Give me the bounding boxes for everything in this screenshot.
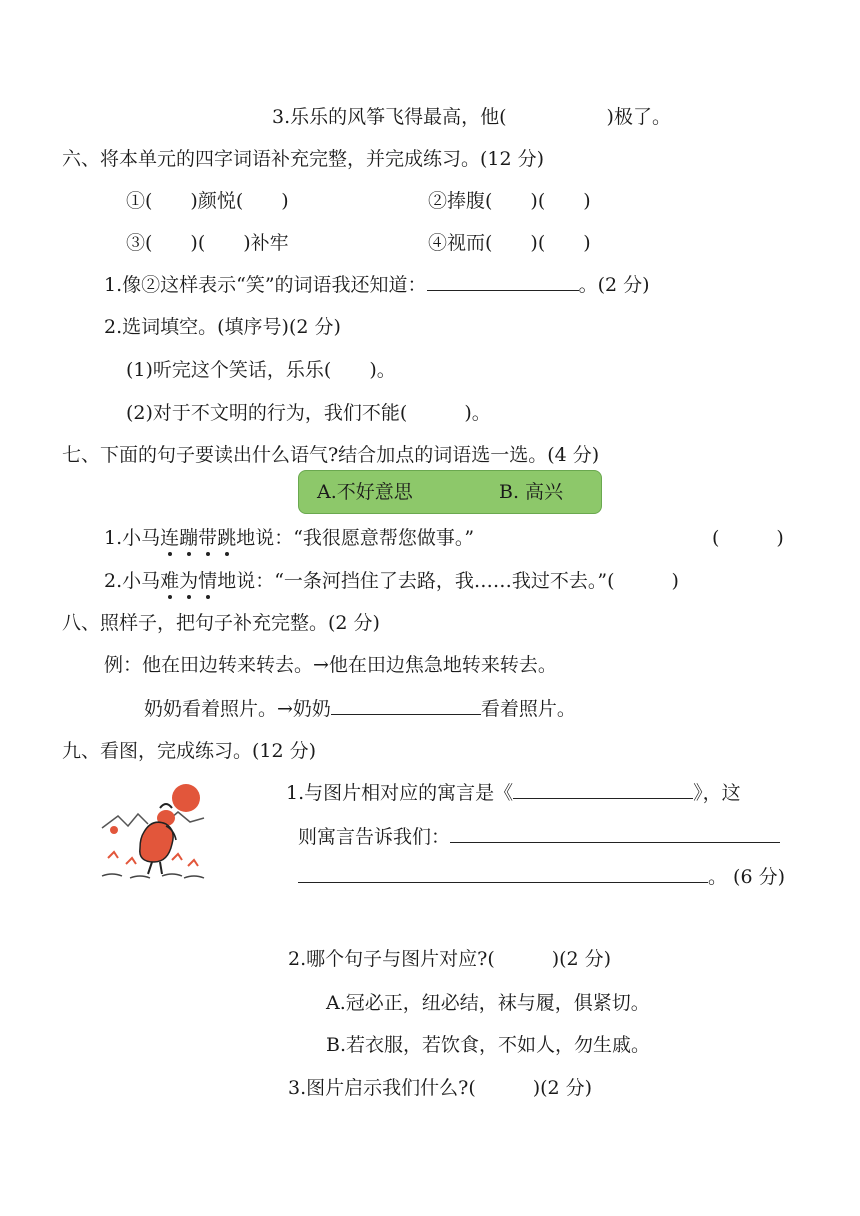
idiom-1: ①( )颜悦( ) bbox=[126, 190, 289, 212]
dotted-char: 情 bbox=[198, 570, 218, 592]
s2-text-b: 地说：“一条河挡住了去路，我……我过不去。”( ) bbox=[217, 570, 679, 592]
section6-q1-suffix: 。(2 分) bbox=[578, 274, 650, 296]
answer-blank[interactable] bbox=[450, 824, 780, 843]
answer-blank[interactable] bbox=[331, 696, 481, 715]
section6-q1 bbox=[104, 272, 650, 298]
section8-example: 例：他在田边转来转去。→他在田边焦急地转来转去。 bbox=[104, 654, 557, 676]
options-box bbox=[298, 470, 602, 514]
q5-item3-suffix: )极了。 bbox=[606, 106, 671, 128]
answer-blank[interactable] bbox=[427, 272, 579, 291]
fable-illustration bbox=[100, 778, 206, 886]
section6-heading: 六、将本单元的四字词语补充完整，并完成练习。(12 分) bbox=[62, 148, 545, 170]
section7-s2 bbox=[104, 568, 679, 594]
section8-q-prefix: 奶奶看着照片。→奶奶 bbox=[144, 698, 331, 720]
section9-q1-line3-suffix: 。 (6 分) bbox=[708, 866, 785, 888]
section9-q1-suffix: 》，这 bbox=[693, 782, 741, 804]
section8-heading: 八、照样子，把句子补充完整。(2 分) bbox=[62, 612, 380, 634]
section9-q1-line2 bbox=[298, 824, 780, 850]
section9-q1-line1 bbox=[286, 780, 741, 806]
section7-heading: 七、下面的句子要读出什么语气?结合加点的词语选一选。(4 分) bbox=[62, 444, 600, 466]
idiom-4: ④视而( )( ) bbox=[428, 232, 591, 254]
answer-blank[interactable] bbox=[513, 780, 693, 799]
section6-q2-a: (1)听完这个笑话，乐乐( )。 bbox=[126, 359, 396, 381]
s1-text-b: 地说：“我很愿意帮您做事。” bbox=[236, 527, 475, 549]
dotted-char: 难 bbox=[160, 570, 180, 592]
dotted-char: 带 bbox=[198, 527, 218, 549]
section9-q2-a: A.冠必正，纽必结，袜与履，俱紧切。 bbox=[326, 992, 650, 1014]
section6-q2: 2.选词填空。(填序号)(2 分) bbox=[104, 316, 341, 338]
section7-s1 bbox=[104, 525, 474, 551]
section9-q3: 3.图片启示我们什么?( )(2 分) bbox=[288, 1077, 593, 1099]
section6-q1-prefix: 1.像②这样表示“笑”的词语我还知道： bbox=[104, 274, 427, 296]
section9-q1-prefix: 1.与图片相对应的寓言是《 bbox=[286, 782, 514, 804]
option-b: B. 高兴 bbox=[499, 481, 564, 503]
option-a: A.不好意思 bbox=[317, 481, 413, 503]
section8-q-suffix: 看着照片。 bbox=[480, 698, 576, 720]
dotted-char: 蹦 bbox=[179, 527, 199, 549]
section9-q2: 2.哪个句子与图片对应?( )(2 分) bbox=[288, 948, 612, 970]
section6-q2-b: (2)对于不文明的行为，我们不能( )。 bbox=[126, 402, 491, 424]
q5-item3 bbox=[272, 104, 671, 130]
section9-q1-line3 bbox=[298, 864, 785, 890]
idiom-3: ③( )( )补牢 bbox=[126, 232, 289, 254]
section9-q2-b: B.若衣服，若饮食，不如人，勿生戚。 bbox=[326, 1034, 651, 1056]
section9-heading: 九、看图，完成练习。(12 分) bbox=[62, 740, 317, 762]
q5-item3-prefix: 3.乐乐的风筝飞得最高，他( bbox=[272, 106, 507, 128]
s2-text-a: 2.小马 bbox=[104, 570, 161, 592]
s1-text-a: 1.小马 bbox=[104, 527, 161, 549]
idiom-2: ②捧腹( )( ) bbox=[428, 190, 591, 212]
answer-blank[interactable] bbox=[298, 864, 708, 883]
dotted-char: 连 bbox=[160, 527, 180, 549]
section8-question bbox=[144, 696, 576, 722]
s1-answer-paren: ( ) bbox=[712, 527, 784, 549]
section9-q1-line2-text: 则寓言告诉我们： bbox=[298, 826, 451, 848]
dotted-char: 跳 bbox=[217, 527, 237, 549]
dotted-char: 为 bbox=[179, 570, 199, 592]
